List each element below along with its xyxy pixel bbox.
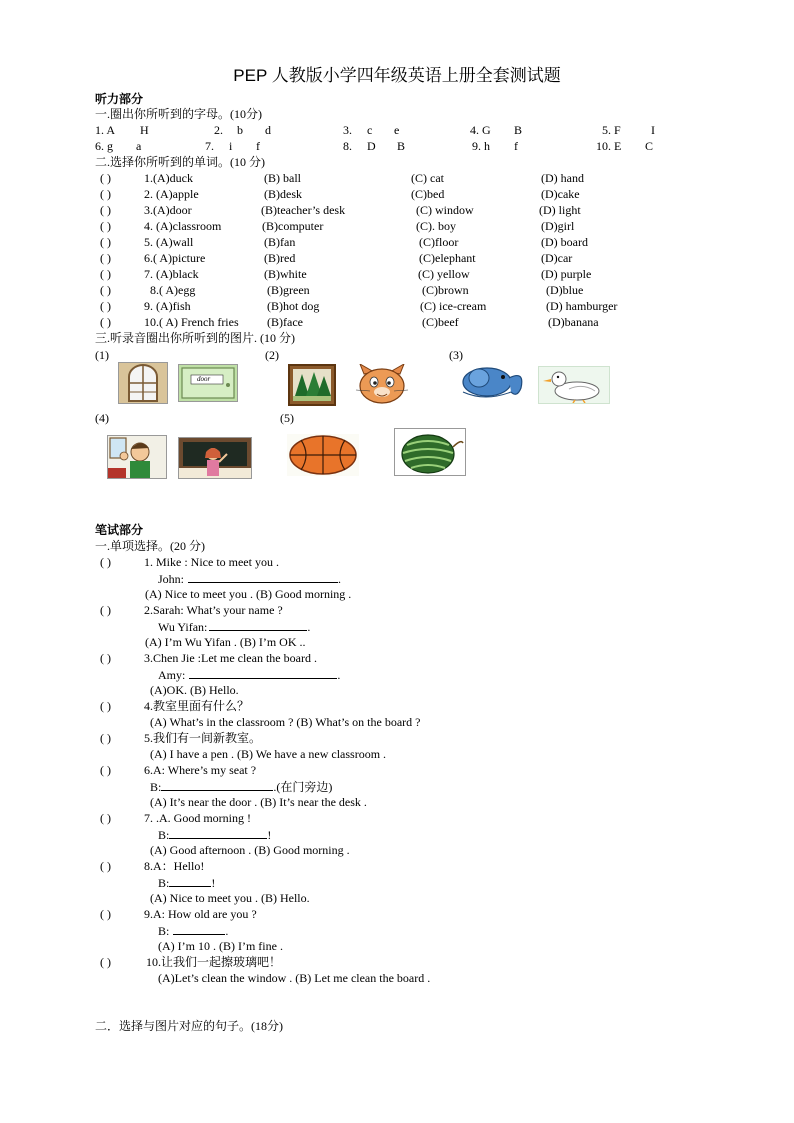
answer-blank[interactable] [161, 779, 273, 791]
option-a: 1.(A)duck [144, 171, 193, 185]
option-a: 5. (A)wall [144, 235, 194, 249]
listening-heading: 听力部分 [95, 92, 144, 106]
option-a: 4. (A)classroom [144, 219, 222, 233]
question-3-line [158, 667, 340, 682]
option-c: (C) yellow [418, 267, 470, 281]
answer-paren: ( ) [100, 251, 111, 265]
letter: 4. G [470, 123, 491, 137]
option-c: (C)brown [422, 283, 469, 297]
option-b: (B)hot dog [267, 299, 320, 313]
question-5-options: (A) I have a pen . (B) We have a new classroom . [150, 747, 387, 761]
letter: e [394, 123, 400, 137]
answer-paren: ( ) [100, 907, 111, 921]
letter: 1. A [95, 123, 116, 137]
letter: a [136, 139, 142, 153]
end-punct: . [307, 620, 311, 634]
option-d: (D) hamburger [546, 299, 618, 313]
window-picture[interactable] [118, 362, 168, 404]
question-4-options: (A) What’s in the classroom ? (B) What’s on the board ? [150, 715, 421, 729]
option-d: (D) board [541, 235, 588, 249]
page-title: PEP 人教版小学四年级英语上册全套测试题 [233, 66, 561, 85]
end-punct: . [337, 668, 341, 682]
letter: C [645, 139, 654, 153]
option-d: (D)girl [541, 219, 575, 233]
listening-s3-title: 三.听录音圈出你所听到的图片. (10 分) [95, 331, 295, 345]
question-9-options: (A) I’m 10 . (B) I’m fine . [158, 939, 283, 953]
option-b: (B)red [264, 251, 296, 265]
option-d: (D)car [541, 251, 573, 265]
duck-picture[interactable] [538, 366, 610, 404]
elephant-picture[interactable] [455, 362, 527, 404]
letter: 6. g [95, 139, 113, 153]
answer-paren: ( ) [100, 299, 111, 313]
answer-paren: ( ) [100, 811, 111, 825]
letter: 10. E [596, 139, 622, 153]
answer-paren: ( ) [100, 171, 111, 185]
question-1-line [158, 571, 341, 586]
answer-paren: ( ) [100, 187, 111, 201]
speaker-label: Wu Yifan: [158, 620, 208, 634]
speaker-label: John: [158, 572, 185, 586]
letter: B [397, 139, 406, 153]
option-a: 6.( A)picture [144, 251, 206, 265]
answer-blank[interactable] [169, 875, 211, 887]
answer-blank[interactable] [169, 827, 267, 839]
question-3: 3.Chen Jie :Let me clean the board . [144, 651, 317, 665]
answer-paren: ( ) [100, 699, 111, 713]
speaker-label: B: [158, 828, 170, 842]
letter: H [140, 123, 149, 137]
option-a: 9. (A)fish [144, 299, 191, 313]
option-d: (D) hand [541, 171, 584, 185]
answer-paren: ( ) [100, 283, 111, 297]
answer-blank[interactable] [188, 571, 338, 583]
question-9-line [158, 923, 228, 938]
girl-board-picture[interactable] [178, 437, 252, 479]
option-c: (C) cat [411, 171, 444, 185]
letter: I [651, 123, 655, 137]
option-a: 10.( A) French fries [144, 315, 239, 329]
answer-paren: ( ) [100, 235, 111, 249]
end-punct: ! [211, 876, 216, 890]
listening-s2-title: 二.选择你所听到的单词。(10 分) [95, 155, 265, 169]
letter: 3. [343, 123, 352, 137]
letter: f [256, 139, 260, 153]
option-d: (D)banana [548, 315, 599, 329]
question-6-options: (A) It’s near the door . (B) It’s near the desk . [150, 795, 367, 809]
question-6-line [150, 779, 332, 794]
option-c: (C)elephant [419, 251, 476, 265]
written-s2-title: 二．选择与图片对应的句子。(18分) [95, 1019, 283, 1033]
end-punct: . [225, 924, 229, 938]
picture-frame-picture[interactable] [288, 364, 336, 406]
written-heading: 笔试部分 [95, 523, 144, 537]
letter: 9. h [472, 139, 490, 153]
answer-paren: ( ) [100, 763, 111, 777]
option-d: (D)cake [541, 187, 580, 201]
letter: 7. [205, 139, 214, 153]
option-c: (C) window [416, 203, 474, 217]
picture-label-1: (1) [95, 348, 109, 362]
answer-blank[interactable] [189, 667, 337, 679]
option-c: (C) ice-cream [420, 299, 487, 313]
hint-text: .(在门旁边) [273, 780, 333, 794]
option-c: (C). boy [416, 219, 456, 233]
end-punct: . [338, 572, 342, 586]
question-7-options: (A) Good afternoon . (B) Good morning . [150, 843, 350, 857]
question-7-line [158, 827, 271, 842]
option-b: (B)fan [264, 235, 296, 249]
option-c: (C)bed [411, 187, 445, 201]
basketball-picture[interactable] [287, 434, 359, 476]
option-b: (B)desk [264, 187, 302, 201]
speaker-label: Amy: [158, 668, 186, 682]
answer-paren: ( ) [100, 555, 111, 569]
letter: B [514, 123, 523, 137]
door-sign-text: door [197, 375, 211, 383]
answer-paren: ( ) [100, 731, 111, 745]
question-3-options: (A)OK. (B) Hello. [150, 683, 239, 697]
letter: 8. [343, 139, 352, 153]
option-d: (D) purple [541, 267, 592, 281]
answer-paren: ( ) [100, 219, 111, 233]
answer-blank[interactable] [173, 923, 225, 935]
cat-picture[interactable] [346, 364, 418, 406]
option-a: 2. (A)apple [144, 187, 199, 201]
question-10-options: (A)Let’s clean the window . (B) Let me clean the board . [158, 971, 431, 985]
letter: f [514, 139, 518, 153]
speaker-label: B: [158, 876, 170, 890]
picture-label-5: (5) [280, 411, 294, 425]
question-1-options: (A) Nice to meet you . (B) Good morning . [145, 587, 352, 601]
option-a: 3.(A)door [144, 203, 192, 217]
end-punct: ! [267, 828, 272, 842]
question-8-line [158, 875, 215, 890]
question-1: 1. Mike : Nice to meet you . [144, 555, 279, 569]
letter: D [367, 139, 376, 153]
letter: b [237, 123, 243, 137]
picture-label-3: (3) [449, 348, 463, 362]
option-d: (D)blue [546, 283, 584, 297]
letter: 5. F [602, 123, 621, 137]
letter: c [367, 123, 373, 137]
picture-label-4: (4) [95, 411, 109, 425]
answer-paren: ( ) [100, 955, 111, 969]
letter: i [229, 139, 233, 153]
boy-picture[interactable] [107, 435, 167, 479]
option-a: 8.( A)egg [150, 283, 196, 297]
question-8: 8.A：Hello! [144, 859, 205, 873]
question-6: 6.A: Where’s my seat ? [144, 763, 257, 777]
picture-label-2: (2) [265, 348, 279, 362]
question-7: 7. .A. Good morning ! [144, 811, 251, 825]
question-10: 10.让我们一起擦玻璃吧！ [146, 955, 282, 969]
answer-paren: ( ) [100, 651, 111, 665]
watermelon-picture[interactable] [394, 428, 466, 476]
answer-paren: ( ) [100, 315, 111, 329]
question-2-options: (A) I’m Wu Yifan . (B) I’m OK .. [145, 635, 306, 649]
answer-paren: ( ) [100, 603, 111, 617]
speaker-label: B: [150, 780, 162, 794]
option-a: 7. (A)black [144, 267, 199, 281]
letter: 2. [214, 123, 223, 137]
question-2: 2.Sarah: What’s your name ? [144, 603, 283, 617]
option-b: (B)computer [262, 219, 324, 233]
letter: d [265, 123, 271, 137]
answer-paren: ( ) [100, 267, 111, 281]
question-9: 9.A: How old are you ? [144, 907, 257, 921]
answer-paren: ( ) [100, 859, 111, 873]
question-8-options: (A) Nice to meet you . (B) Hello. [150, 891, 310, 905]
option-b: (B)green [267, 283, 310, 297]
option-d: (D) light [539, 203, 581, 217]
listening-s1-title: 一.圈出你所听到的字母。(10分) [95, 107, 262, 121]
option-b: (B) ball [264, 171, 301, 185]
answer-paren: ( ) [100, 203, 111, 217]
question-2-line [158, 619, 310, 634]
option-c: (C)floor [419, 235, 459, 249]
option-b: (B)face [267, 315, 303, 329]
written-s1-title: 一.单项选择。(20 分) [95, 539, 205, 553]
answer-blank[interactable] [209, 619, 307, 631]
option-b: (B)teacher’s desk [261, 203, 346, 217]
speaker-label: B: [158, 924, 170, 938]
door-picture[interactable] [178, 364, 238, 402]
option-b: (B)white [264, 267, 307, 281]
question-4: 4.教室里面有什么？ [144, 699, 250, 713]
question-5: 5.我们有一间新教室。 [144, 731, 262, 745]
option-c: (C)beef [422, 315, 459, 329]
